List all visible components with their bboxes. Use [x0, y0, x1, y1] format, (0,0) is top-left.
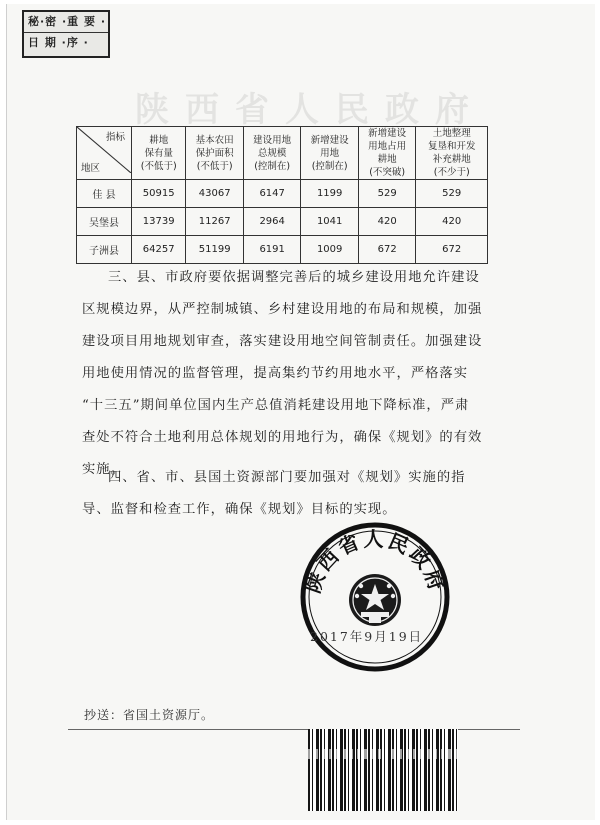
table-cell: 420 — [416, 208, 488, 236]
table-cell: 11267 — [186, 208, 244, 236]
table-cell: 1199 — [301, 180, 359, 208]
table-cell: 43067 — [186, 180, 244, 208]
region-name: 吴堡县 — [77, 208, 132, 236]
table-cell: 529 — [416, 180, 488, 208]
land-quota-table — [76, 126, 488, 264]
paragraph-line: 区规模边界，从严控制城镇、乡村建设用地的布局和规模，加强 — [82, 302, 483, 317]
table-cell: 6147 — [243, 180, 301, 208]
region-name: 佳 县 — [77, 180, 132, 208]
column-header: 土地整理 复垦和开发 补充耕地 (不少于) — [416, 127, 488, 180]
paragraph-line: 实施。 — [82, 462, 125, 477]
seal-text: 陕西省人民政府 — [300, 526, 450, 597]
table-cell: 672 — [416, 236, 488, 264]
column-header: 建设用地 总规模 (控制在) — [243, 127, 301, 180]
corner-label-indicator: 指标 — [105, 132, 125, 143]
table-cell: 51199 — [186, 236, 244, 264]
column-header: 新增建设 用地 (控制在) — [301, 127, 359, 180]
table-row — [77, 180, 488, 208]
paragraph-line: 建设项目用地规划审查，落实建设用地空间管制责任。加强建设 — [82, 334, 483, 349]
table-row — [77, 208, 488, 236]
table-cell: 420 — [358, 208, 416, 236]
column-header: 基本农田 保护面积 (不低于) — [186, 127, 244, 180]
table-cell: 529 — [358, 180, 416, 208]
paragraph-line: 三、县、市政府要依据调整完善后的城乡建设用地允许建设 — [108, 270, 480, 285]
paragraph-line: 四、省、市、县国土资源部门要加强对《规划》实施的指 — [108, 470, 466, 485]
bleed-through-header: 陕西省人民政府 — [135, 90, 485, 130]
paragraph-line: “十三五”期间单位国内生产总值消耗建设用地下降标准，严肃 — [82, 398, 470, 413]
column-header: 耕地 保有量 (不低于) — [132, 127, 186, 180]
table-corner-cell — [77, 127, 132, 180]
paragraph-three — [82, 262, 522, 486]
barcode-icon — [308, 729, 458, 811]
paragraph-line: 导、监督和检查工作，确保《规划》目标的实现。 — [82, 502, 397, 517]
government-seal-icon — [300, 522, 450, 672]
table-row — [77, 236, 488, 264]
region-name: 子洲县 — [77, 236, 132, 264]
paragraph-line: 查处不符合土地利用总体规划的用地行为，确保《规划》的有效 — [82, 430, 483, 445]
table-cell: 64257 — [132, 236, 186, 264]
table-cell: 50915 — [132, 180, 186, 208]
paragraph-line: 用地使用情况的监督管理，提高集约节约用地水平，严格落实 — [82, 366, 469, 381]
document-date: 2017年9月19日 — [310, 629, 424, 644]
cc-line-text: 抄送：省国土资源厅。 — [84, 708, 215, 722]
file-stamp-line1: 秘·密 ·重 要 · — [28, 15, 107, 28]
corner-label-region: 地区 — [81, 163, 101, 174]
table-cell: 2964 — [243, 208, 301, 236]
table-cell: 1041 — [301, 208, 359, 236]
column-header: 新增建设 用地占用 耕地 (不突破) — [358, 127, 416, 180]
table-cell: 672 — [358, 236, 416, 264]
table-cell: 6191 — [243, 236, 301, 264]
file-stamp-line2: 日 期 ·序 · — [24, 32, 108, 53]
file-stamp-box — [22, 10, 110, 58]
table-cell: 13739 — [132, 208, 186, 236]
table-cell: 1009 — [301, 236, 359, 264]
paragraph-four — [82, 462, 522, 526]
